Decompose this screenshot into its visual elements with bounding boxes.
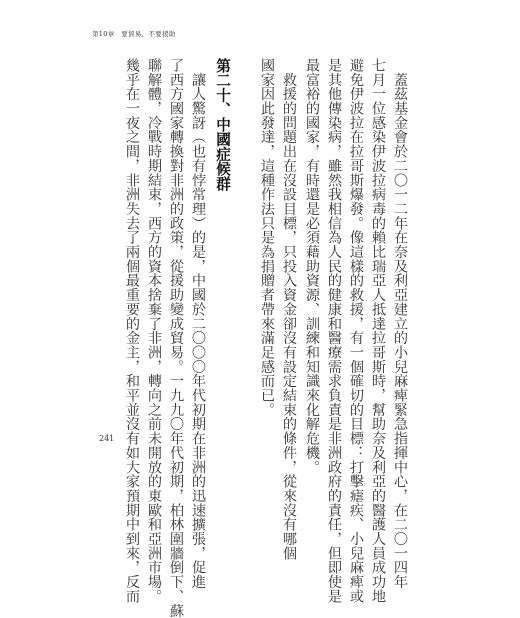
body-text-line: 是其他傳染病，雖然我相信為人民的健康和醫療需求負責是非洲政府的責任，但即使是 xyxy=(326,58,342,604)
body-text-line: 避免伊波拉在拉哥斯爆發。像這樣的救援，有一個確切的目標：打擊瘧疾、小兒麻痺或 xyxy=(348,58,364,604)
section-heading: 第二十、中國症候群 xyxy=(214,58,231,191)
body-text-line: 聯解體，冷戰時期結束，西方的資本捨棄了非洲，轉向之前未開放的東歐和亞洲市場。 xyxy=(146,58,162,604)
body-text-line: 蓋茲基金會於二〇一二年在奈及利亞建立的小兒麻痺緊急指揮中心，在二〇一四年 xyxy=(392,58,408,589)
body-text-line: 國家因此發達，這種作法只是為捐贈者帶來滿足感而已。 xyxy=(259,58,275,417)
body-text-line: 了西方國家轉換對非洲的政策，從援助變成貿易。一九九〇年代初期，柏林圍牆倒下、蘇 xyxy=(168,58,184,618)
running-header: 第10章 要貿易，不要援助 xyxy=(92,30,176,38)
body-text-line: 最富裕的國家，有時還是必須藉助資源、訓練和知識來化解危機。 xyxy=(304,58,320,475)
body-text-line: 幾乎在一夜之間，非洲失去了兩個最重要的金主，和平並沒有如大家預期中到來，反而 xyxy=(124,58,140,604)
body-text-line: 救援的問題出在沒設目標，只投入資金卻沒有設定結束的條件，從來沒有哪個 xyxy=(281,58,297,561)
page-number: 241 xyxy=(99,434,115,443)
body-text-line: 讓人驚訝（也有悖常理）的是，中國於二〇〇〇年代初期在非洲的迅速擴張，促進 xyxy=(190,58,206,589)
body-text-line: 七月一位感染伊波拉病毒的賴比瑞亞人抵達拉哥斯時，幫助奈及利亞的醫護人員成功地 xyxy=(370,58,386,604)
